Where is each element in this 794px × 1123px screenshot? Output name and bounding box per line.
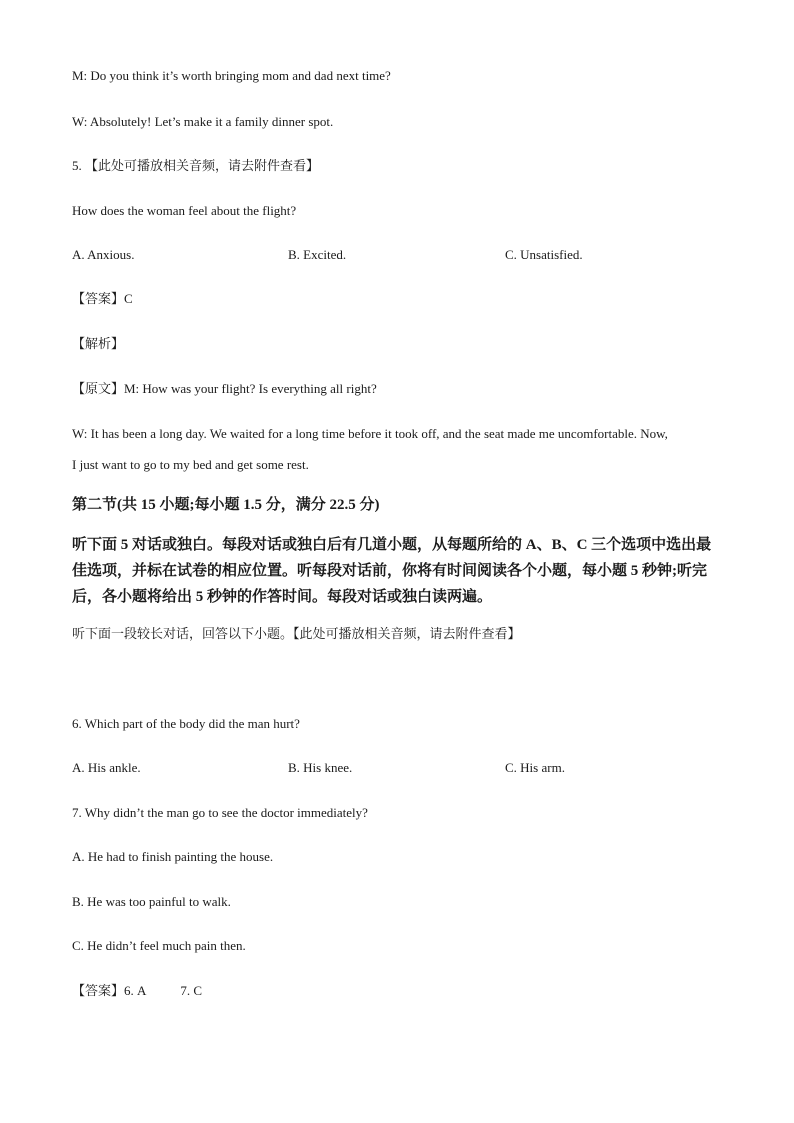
q6-option-a: A. His ankle.	[72, 760, 141, 775]
section-title: 第二节(共 15 小题;每小题 1.5 分，满分 22.5 分)	[72, 497, 380, 513]
question-5-audio: 5. 【此处可播放相关音频，请去附件查看】	[72, 158, 320, 173]
q5-analysis-label: 【解析】	[72, 336, 125, 351]
dialogue-line-man: M: Do you think it’s worth bringing mom and dad next time?	[72, 68, 391, 83]
q5-option-a: A. Anxious.	[72, 247, 135, 262]
q5-woman-line-1: W: It has been a long day. We waited for a long time before it took off, and the seat made me uncomfortable. Now,	[72, 426, 668, 441]
answer-7: 7. C	[180, 983, 203, 998]
q6-option-c: C. His arm.	[505, 760, 565, 775]
q5-option-c: C. Unsatisfied.	[505, 247, 583, 262]
question-5-text: How does the woman feel about the flight?	[72, 203, 297, 218]
answer-label: 【答案】	[72, 983, 125, 998]
question-6-text: 6. Which part of the body did the man hurt?	[72, 716, 300, 731]
dialogue-intro: 听下面一段较长对话，回答以下小题。【此处可播放相关音频，请去附件查看】	[72, 626, 521, 641]
q5-woman-line-2: I just want to go to my bed and get some rest.	[72, 457, 309, 472]
question-7-text: 7. Why didn’t the man go to see the doctor immediately?	[72, 805, 368, 820]
q7-option-b: B. He was too painful to walk.	[72, 894, 231, 909]
q5-option-b: B. Excited.	[288, 247, 347, 262]
q7-option-a: A. He had to finish painting the house.	[72, 849, 274, 864]
section-instructions: 听下面 5 对话或独白。每段对话或独白后有几道小题，从每题所给的 A、B、C 三个选项中选出最佳选项，并标在试卷的相应位置。听每段对话前，你将有时间阅读各个小题，每小题 5 秒钟;听完后，各小题将给出 5 秒钟的作答时间。每段对话或独白读两遍。	[72, 537, 712, 605]
q6-option-b: B. His knee.	[288, 760, 353, 775]
answer-6: 6. A	[124, 983, 147, 998]
answers-6-7	[72, 983, 202, 999]
q5-answer: 【答案】C	[72, 291, 133, 306]
dialogue-line-woman: W: Absolutely! Let’s make it a family dinner spot.	[72, 114, 334, 129]
q7-option-c: C. He didn’t feel much pain then.	[72, 938, 246, 953]
q5-original-text: 【原文】M: How was your flight? Is everything all right?	[72, 381, 377, 396]
